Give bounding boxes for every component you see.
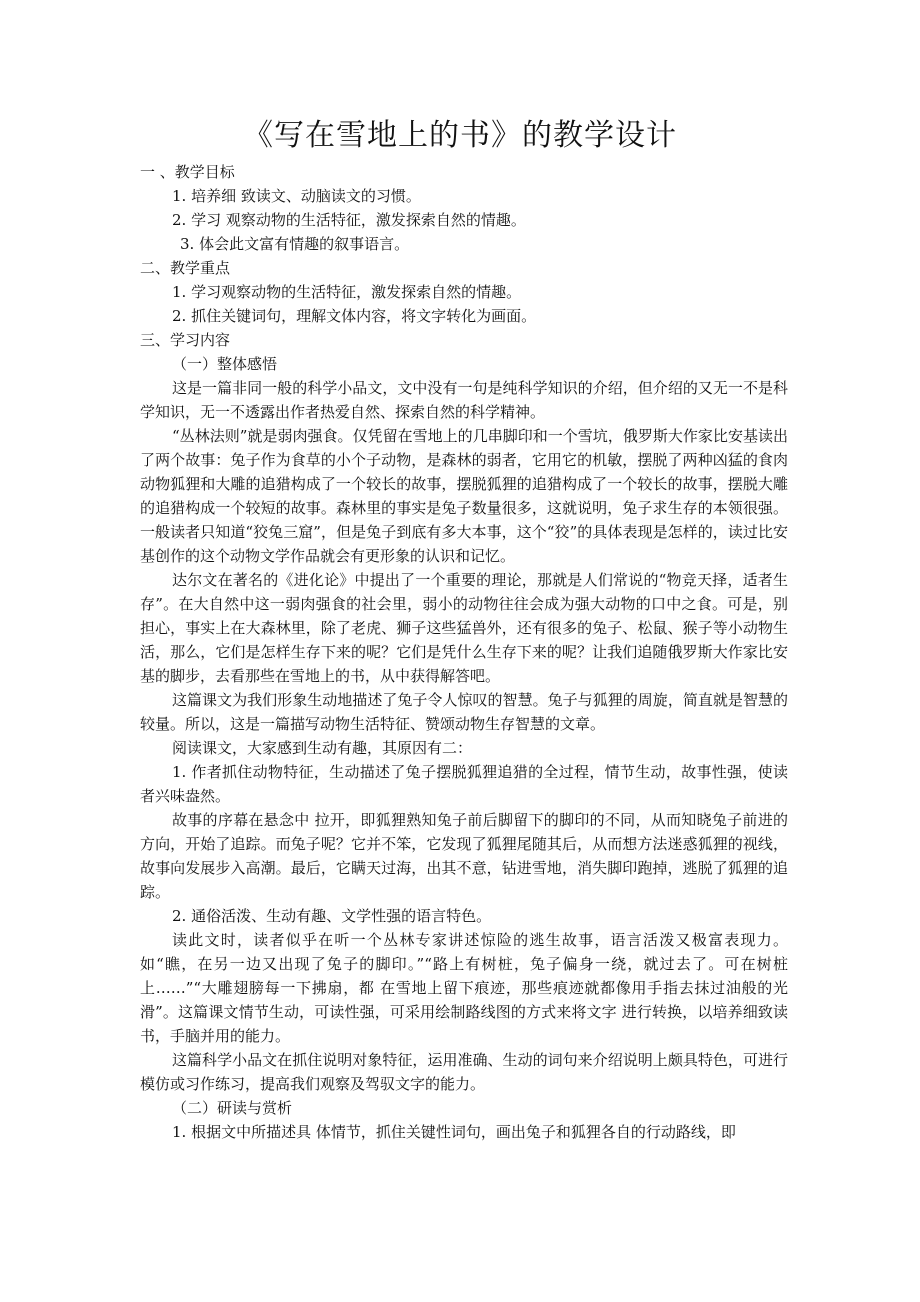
objective-item: 3. 体会此文富有情趣的叙事语言。 (180, 235, 410, 253)
body-paragraph: 达尔文在著名的《进化论》中提出了一个重要的理论，那就是人们常说的“物竞天择，适者生存”。在大自然中这一弱肉强食的社会里，弱小的动物往往会成为强大动物的口中之食。可是，别担心，事实上在大森林里，除了老虎、狮子这些猛兽外，还有很多的兔子、松鼠、猴子等小动物生活，那么，它们是怎样生存下来的呢？它们是凭什么生存下来的呢？让我们追随俄罗斯大作家比安基的脚步，去看那些在雪地上的书，从中获得解答吧。 (140, 571, 788, 685)
document-title: 《写在雪地上的书》的教学设计 (243, 118, 677, 153)
section-heading-content: 三、学习内容 (140, 331, 231, 349)
analysis-item: 1. 根据文中所描述具 体情节，抓住关键性词句，画出兔子和狐狸各自的行动路线，即 (172, 1123, 736, 1141)
section-heading-objectives: 一 、教学目标 (140, 163, 235, 181)
subsection-heading-overview: （一）整体感悟 (172, 355, 278, 373)
body-paragraph: 这是一篇非同一般的科学小品文，文中没有一句是纯科学知识的介绍，但介绍的又无一不是科学知识，无一不透露出作者热爱自然、探索自然的科学精神。 (140, 379, 788, 421)
objective-item: 1. 培养细 致读文、动脑读文的习惯。 (172, 187, 421, 205)
body-paragraph: 1. 作者抓住动物特征，生动描述了兔子摆脱狐狸追猎的全过程，情节生动，故事性强，使读者兴味盎然。 (140, 763, 788, 805)
body-paragraph: 故事的序幕在悬念中 拉开，即狐狸熟知兔子前后脚留下的脚印的不同，从而知晓兔子前进的方向，开始了追踪。而兔子呢？它并不笨，它发现了狐狸尾随其后，从而想方法迷惑狐狸的视线，故事向发展步入高潮。最后，它瞒天过海，出其不意，钻进雪地，消失脚印跑掉，逃脱了狐狸的追踪。 (140, 811, 788, 901)
body-paragraph: 阅读课文，大家感到生动有趣，其原因有二： (172, 739, 473, 757)
body-paragraph: 读此文时，读者似乎在听一个丛林专家讲述惊险的逃生故事，语言活泼又极富表现力。如“瞧，在另一边又出现了兔子的脚印。”“路上有树桩，兔子偏身一绕，就过去了。可在树桩上……”“大雕翅膀每一下拂扇，都 在雪地上留下痕迹，那些痕迹就都像用手指去抹过油般的光滑”。这篇课文情节生动，可读性强，可采用绘制路线图的方式来将文字 进行转换，以培养细致读书，手脑并用的能力。 (140, 931, 788, 1045)
body-paragraph: 这篇科学小品文在抓住说明对象特征，运用准确、生动的词句来介绍说明上颇具特色，可进行模仿或习作练习，提高我们观察及驾驭文字的能力。 (140, 1051, 788, 1093)
body-paragraph: “丛林法则”就是弱肉强食。仅凭留在雪地上的几串脚印和一个雪坑，俄罗斯大作家比安基读出了两个故事：兔子作为食草的小个子动物，是森林的弱者，它用它的机敏，摆脱了两种凶猛的食肉动物狐狸和大雕的追猎构成了一个较长的故事，摆脱狐狸的追猎构成了一个较长的故事，摆脱大雕的追猎构成一个较短的故事。森林里的事实是兔子数量很多，这就说明，兔子求生存的本领很强。一般读者只知道“狡兔三窟”，但是兔子到底有多大本事，这个“狡”的具体表现是怎样的，读过比安基创作的这个动物文学作品就会有更形象的认识和记忆。 (140, 427, 788, 565)
objective-item: 2. 学习 观察动物的生活特征，激发探索自然的情趣。 (172, 211, 526, 229)
key-point-item: 2. 抓住关键词句，理解文体内容，将文字转化为画面。 (172, 307, 537, 325)
body-paragraph: 2. 通俗活泼、生动有趣、文学性强的语言特色。 (172, 907, 492, 925)
key-point-item: 1. 学习观察动物的生活特征，激发探索自然的情趣。 (172, 283, 522, 301)
document-body (140, 160, 788, 1144)
subsection-heading-analysis: （二）研读与赏析 (172, 1099, 293, 1117)
body-paragraph: 这篇课文为我们形象生动地描述了兔子令人惊叹的智慧。兔子与狐狸的周旋，简直就是智慧的较量。所以，这是一篇描写动物生活特征、赞颂动物生存智慧的文章。 (140, 691, 788, 733)
section-heading-key-points: 二、教学重点 (140, 259, 231, 277)
